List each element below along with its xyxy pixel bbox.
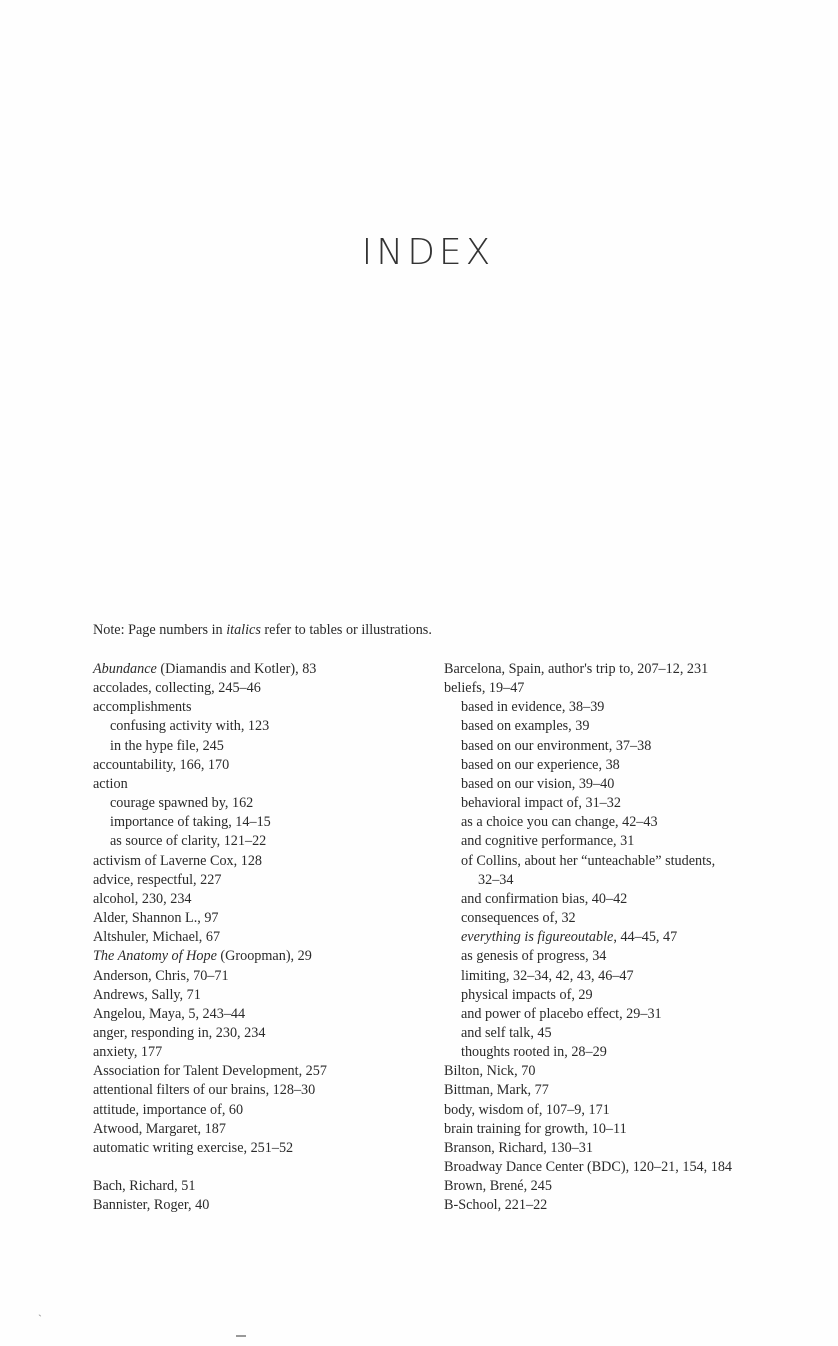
index-entry-text: confusing activity with, 123 [110,718,270,735]
index-entry [93,1120,327,1139]
index-entry-text: Bannister, Roger, 40 [93,1197,210,1214]
page-speck: ˋ [38,1312,42,1326]
index-entry-text: Brown, Brené, 245 [444,1178,552,1195]
index-entry-text: thoughts rooted in, 28–29 [461,1044,607,1061]
index-entry [93,928,327,947]
index-subentry [444,832,732,851]
index-entry [444,1101,732,1120]
index-entry [93,890,327,909]
index-entry [93,1062,327,1081]
index-entry-text: based in evidence, 38–39 [461,699,605,716]
index-subentry [444,737,732,756]
index-entry [444,1081,732,1100]
index-entry-text: attitude, importance of, 60 [93,1101,244,1118]
index-entry [93,871,327,890]
index-entry-text: based on our vision, 39–40 [461,775,615,792]
index-subentry [93,832,327,851]
index-subentry [444,1043,732,1062]
index-entry-text: as source of clarity, 121–22 [110,833,267,850]
index-entry [93,1101,327,1120]
index-entry-text: brain training for growth, 10–11 [444,1120,627,1137]
index-subentry [93,813,327,832]
index-entry-text: advice, respectful, 227 [93,871,222,888]
index-entry-text: alcohol, 230, 234 [93,890,192,907]
note-text-before: Note: Page numbers in [93,622,227,638]
index-subentry [444,967,732,986]
index-subentry [444,794,732,813]
index-entry-text: of Collins, about her “unteachable” students, [461,852,716,869]
index-entry-text: activism of Laverne Cox, 128 [93,852,263,869]
index-entry-text: (Diamandis and Kotler), 83 [156,661,317,677]
index-subentry [444,756,732,775]
index-entry-text: and self talk, 45 [461,1024,552,1041]
index-entry-text: , 44–45, 47 [613,929,678,946]
index-subentry [444,890,732,909]
index-subentry [444,986,732,1005]
index-entry-text: Bittman, Mark, 77 [444,1082,549,1099]
index-entry-text: body, wisdom of, 107–9, 171 [444,1101,610,1118]
index-entry [93,756,327,775]
index-entry [93,852,327,871]
index-subentry [444,775,732,794]
page-title: INDEX [361,232,495,273]
index-note [93,622,432,639]
index-entry-text: accolades, collecting, 245–46 [93,680,261,697]
index-entry-text: Angelou, Maya, 5, 243–44 [93,1005,246,1022]
note-text-italic: italics [226,622,261,638]
index-entry [444,1120,732,1139]
index-subentry [444,698,732,717]
note-text-after: refer to tables or illustrations. [260,622,432,638]
index-column-left [93,660,327,1215]
index-subentry [444,909,732,928]
index-entry [93,1196,327,1215]
index-entry-text: action [93,775,128,792]
index-entry [93,967,327,986]
index-entry-text: and cognitive performance, 31 [461,833,635,850]
index-subentry [93,737,327,756]
index-entry-text: based on examples, 39 [461,718,590,735]
index-entry [93,1139,327,1158]
index-entry-text: as a choice you can change, 42–43 [461,814,658,831]
index-entry [444,660,732,679]
index-entry-text: courage spawned by, 162 [110,795,254,812]
index-entry-text: accountability, 166, 170 [93,756,230,773]
index-entry-text: Association for Talent Development, 257 [93,1063,327,1080]
index-entry-text: anger, responding in, 230, 234 [93,1024,266,1041]
index-entry-text: 32–34 [478,871,514,888]
index-entry-text: limiting, 32–34, 42, 43, 46–47 [461,967,634,984]
page-smudge [236,1335,246,1337]
index-entry-italic-title: The Anatomy of Hope [93,948,217,965]
index-entry [93,1177,327,1196]
index-entry-italic-title: Abundance [93,661,157,677]
index-entry-text: (Groopman), 29 [216,948,312,965]
index-entry-text: Bach, Richard, 51 [93,1178,196,1195]
index-entry [93,660,327,679]
index-entry [93,1043,327,1062]
index-entry-text: Anderson, Chris, 70–71 [93,967,229,984]
index-subentry [444,813,732,832]
index-subentry [444,1024,732,1043]
index-entry-text: anxiety, 177 [93,1044,163,1061]
index-entry-text: Barcelona, Spain, author's trip to, 207–12, 231 [444,661,709,677]
index-entry [93,947,327,966]
index-entry [93,698,327,717]
index-entry-text: Andrews, Sally, 71 [93,986,201,1003]
index-subentry [93,794,327,813]
index-entry [444,1139,732,1158]
index-entry [93,1081,327,1100]
index-entry-continuation [444,871,732,890]
index-entry-text: Alder, Shannon L., 97 [93,910,219,927]
index-entry [444,1158,732,1177]
index-entry-text: attentional filters of our brains, 128–30 [93,1082,316,1099]
index-subentry [93,717,327,736]
index-entry [444,1177,732,1196]
index-entry-text: consequences of, 32 [461,910,576,927]
index-entry-text: importance of taking, 14–15 [110,814,271,831]
index-entry-text: automatic writing exercise, 251–52 [93,1139,294,1156]
index-entry-text: based on our experience, 38 [461,756,620,773]
index-subentry [444,852,732,871]
index-entry [93,775,327,794]
index-entry-text: and power of placebo effect, 29–31 [461,1005,662,1022]
index-entry [444,1196,732,1215]
index-entry [93,1005,327,1024]
index-entry-text: Broadway Dance Center (BDC), 120–21, 154, 184 [444,1159,733,1176]
index-entry-text: and confirmation bias, 40–42 [461,890,628,907]
index-entry-text: B-School, 221–22 [444,1197,548,1214]
index-entry-text: in the hype file, 245 [110,737,224,754]
index-entry-text: Bilton, Nick, 70 [444,1063,536,1080]
index-subentry [444,947,732,966]
index-entry [93,1024,327,1043]
index-entry-text: Altshuler, Michael, 67 [93,929,221,946]
index-column-right [444,660,732,1216]
index-entry [93,679,327,698]
index-entry-text: based on our environment, 37–38 [461,737,652,754]
index-entry-text: accomplishments [93,699,192,716]
index-entry-italic-title: everything is figureoutable [461,929,614,946]
index-entry-text: behavioral impact of, 31–32 [461,795,621,812]
index-entry [93,909,327,928]
index-entry [93,986,327,1005]
index-entry-text: beliefs, 19–47 [444,680,525,697]
index-subentry [444,928,732,947]
index-subentry [444,717,732,736]
index-entry-text: as genesis of progress, 34 [461,948,607,965]
index-entry [444,679,732,698]
index-entry-text: Branson, Richard, 130–31 [444,1139,593,1156]
index-subentry [444,1005,732,1024]
index-entry-text: Atwood, Margaret, 187 [93,1120,226,1137]
index-entry [444,1062,732,1081]
index-entry-text: physical impacts of, 29 [461,986,593,1003]
